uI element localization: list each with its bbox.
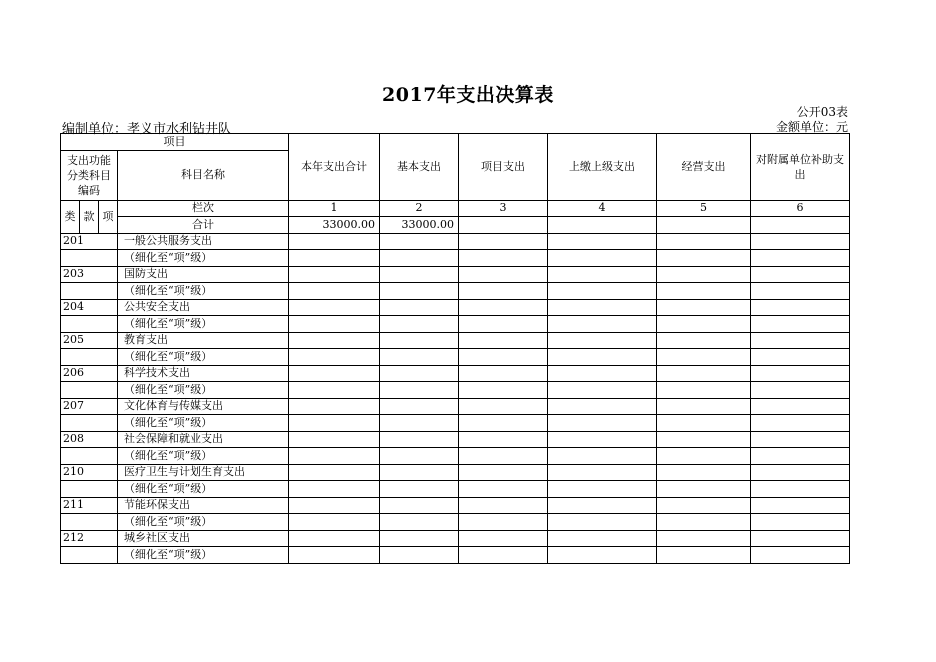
value-cell (459, 514, 548, 531)
table-row (61, 514, 850, 531)
table-row (61, 316, 850, 333)
value-cell (657, 530, 751, 547)
row-code: 203 (61, 266, 118, 283)
value-cell (751, 233, 850, 250)
empty-cell (751, 217, 850, 234)
value-cell (657, 431, 751, 448)
value-cell (751, 382, 850, 399)
header-subsidy: 对附属单位补助支出 (751, 134, 850, 201)
value-cell (548, 497, 657, 514)
row-code: 212 (61, 530, 118, 547)
value-cell (459, 349, 548, 366)
value-cell (548, 233, 657, 250)
value-cell (289, 316, 380, 333)
value-cell (380, 481, 459, 498)
value-cell (289, 481, 380, 498)
value-cell (548, 448, 657, 465)
value-cell (548, 530, 657, 547)
row-subject-name: （细化至“项”级） (118, 382, 289, 399)
value-cell (459, 299, 548, 316)
value-cell (548, 382, 657, 399)
row-subject-name: （细化至“项”级） (118, 481, 289, 498)
value-cell (548, 316, 657, 333)
value-cell (289, 365, 380, 382)
value-cell (459, 431, 548, 448)
total-label: 合计 (118, 217, 289, 234)
table-row (61, 497, 850, 514)
row-code (61, 382, 118, 399)
row-subject-name: （细化至“项”级） (118, 250, 289, 267)
value-cell (380, 547, 459, 564)
value-cell (548, 481, 657, 498)
value-cell (289, 448, 380, 465)
table-row (61, 332, 850, 349)
value-cell (751, 349, 850, 366)
row-subject-name: （细化至“项”级） (118, 415, 289, 432)
value-cell (289, 431, 380, 448)
header-total: 本年支出合计 (289, 134, 380, 201)
header-column-no: 栏次 (118, 200, 289, 217)
page-title: 2017年支出决算表 (382, 84, 554, 106)
value-cell (548, 514, 657, 531)
row-subject-name: 城乡社区支出 (118, 530, 289, 547)
value-cell (380, 316, 459, 333)
value-cell (548, 547, 657, 564)
value-cell (459, 415, 548, 432)
expenditure-table (60, 133, 850, 564)
row-subject-name: （细化至“项”级） (118, 316, 289, 333)
row-subject-name: 节能环保支出 (118, 497, 289, 514)
value-cell (380, 448, 459, 465)
value-cell (459, 448, 548, 465)
value-cell (548, 283, 657, 300)
value-cell (459, 283, 548, 300)
table-row (61, 283, 850, 300)
value-cell (657, 266, 751, 283)
table-body (61, 233, 850, 563)
value-cell (380, 349, 459, 366)
row-code (61, 514, 118, 531)
row-subject-name: 文化体育与传媒支出 (118, 398, 289, 415)
organization-label: 编制单位：孝义市水利钻井队 (62, 122, 232, 137)
value-cell (548, 332, 657, 349)
table-row (61, 431, 850, 448)
value-cell (751, 497, 850, 514)
value-cell (751, 283, 850, 300)
header-kuan: 款 (80, 200, 99, 233)
value-cell (289, 415, 380, 432)
row-subject-name: （细化至“项”级） (118, 514, 289, 531)
value-cell (751, 365, 850, 382)
table-row (61, 349, 850, 366)
row-subject-name: 一般公共服务支出 (118, 233, 289, 250)
header-project: 项目 (61, 134, 289, 151)
col-num-3: 3 (459, 200, 548, 217)
row-subject-name: 公共安全支出 (118, 299, 289, 316)
row-subject-name: （细化至“项”级） (118, 283, 289, 300)
value-cell (380, 514, 459, 531)
value-cell (380, 415, 459, 432)
table-row (61, 365, 850, 382)
header-xiang: 项 (99, 200, 118, 233)
value-cell (380, 530, 459, 547)
value-cell (751, 448, 850, 465)
value-cell (459, 233, 548, 250)
value-cell (657, 398, 751, 415)
header-func-class-code: 支出功能分类科目编码 (61, 150, 118, 200)
row-code (61, 349, 118, 366)
value-cell (459, 481, 548, 498)
header-project-expenditure: 项目支出 (459, 134, 548, 201)
value-cell (380, 497, 459, 514)
value-cell (751, 530, 850, 547)
value-cell (548, 299, 657, 316)
value-cell (657, 448, 751, 465)
header-basic: 基本支出 (380, 134, 459, 201)
value-cell (380, 431, 459, 448)
row-code: 204 (61, 299, 118, 316)
value-cell (459, 316, 548, 333)
header-row-3 (61, 200, 850, 217)
header-lei: 类 (61, 200, 80, 233)
row-code: 205 (61, 332, 118, 349)
empty-cell (459, 217, 548, 234)
total-row (61, 217, 850, 234)
value-cell (459, 530, 548, 547)
value-cell (289, 530, 380, 547)
row-subject-name: （细化至“项”级） (118, 448, 289, 465)
row-subject-name: 国防支出 (118, 266, 289, 283)
table-row (61, 464, 850, 481)
value-cell (657, 481, 751, 498)
value-cell (459, 365, 548, 382)
value-cell (751, 464, 850, 481)
value-cell (289, 547, 380, 564)
value-cell (657, 233, 751, 250)
value-cell (751, 415, 850, 432)
value-cell (459, 547, 548, 564)
value-cell (548, 250, 657, 267)
row-code: 208 (61, 431, 118, 448)
table-row (61, 398, 850, 415)
table-row (61, 382, 850, 399)
row-subject-name: （细化至“项”级） (118, 547, 289, 564)
value-cell (657, 497, 751, 514)
col-num-6: 6 (751, 200, 850, 217)
value-cell (380, 283, 459, 300)
value-cell (459, 382, 548, 399)
value-cell (657, 514, 751, 531)
value-cell (459, 332, 548, 349)
value-cell (657, 299, 751, 316)
value-cell (380, 299, 459, 316)
col-num-5: 5 (657, 200, 751, 217)
value-cell (751, 431, 850, 448)
basic-amount: 33000.00 (380, 217, 459, 234)
row-subject-name: 医疗卫生与计划生育支出 (118, 464, 289, 481)
value-cell (380, 332, 459, 349)
value-cell (548, 415, 657, 432)
header-subject-name: 科目名称 (118, 150, 289, 200)
value-cell (751, 316, 850, 333)
value-cell (380, 365, 459, 382)
value-cell (657, 250, 751, 267)
value-cell (289, 332, 380, 349)
header-upper-payment: 上缴上级支出 (548, 134, 657, 201)
value-cell (657, 332, 751, 349)
value-cell (380, 233, 459, 250)
row-subject-name: （细化至“项”级） (118, 349, 289, 366)
value-cell (548, 431, 657, 448)
table-row (61, 266, 850, 283)
row-code (61, 283, 118, 300)
value-cell (289, 349, 380, 366)
col-num-4: 4 (548, 200, 657, 217)
empty-cell (548, 217, 657, 234)
value-cell (289, 233, 380, 250)
value-cell (548, 365, 657, 382)
row-code (61, 481, 118, 498)
col-num-1: 1 (289, 200, 380, 217)
row-code (61, 547, 118, 564)
table-row (61, 530, 850, 547)
value-cell (751, 547, 850, 564)
value-cell (751, 266, 850, 283)
value-cell (657, 547, 751, 564)
row-code (61, 448, 118, 465)
value-cell (548, 266, 657, 283)
value-cell (751, 398, 850, 415)
value-cell (289, 464, 380, 481)
row-code: 201 (61, 233, 118, 250)
value-cell (289, 514, 380, 531)
row-subject-name: 教育支出 (118, 332, 289, 349)
value-cell (289, 382, 380, 399)
row-code (61, 250, 118, 267)
value-cell (751, 332, 850, 349)
value-cell (289, 398, 380, 415)
value-cell (657, 382, 751, 399)
table-row (61, 233, 850, 250)
col-num-2: 2 (380, 200, 459, 217)
value-cell (548, 349, 657, 366)
value-cell (657, 464, 751, 481)
value-cell (751, 481, 850, 498)
table-row (61, 481, 850, 498)
table-row (61, 448, 850, 465)
value-cell (548, 464, 657, 481)
row-code: 210 (61, 464, 118, 481)
value-cell (459, 398, 548, 415)
value-cell (289, 283, 380, 300)
value-cell (657, 316, 751, 333)
row-subject-name: 社会保障和就业支出 (118, 431, 289, 448)
value-cell (289, 299, 380, 316)
table-row (61, 299, 850, 316)
value-cell (751, 299, 850, 316)
empty-cell (657, 217, 751, 234)
value-cell (657, 349, 751, 366)
value-cell (657, 283, 751, 300)
header-business: 经营支出 (657, 134, 751, 201)
value-cell (751, 250, 850, 267)
table-row (61, 250, 850, 267)
value-cell (657, 365, 751, 382)
amount-unit-label: 金额单位：元 (775, 120, 848, 134)
form-number: 公开03表 (796, 105, 848, 119)
value-cell (289, 266, 380, 283)
value-cell (380, 250, 459, 267)
value-cell (657, 415, 751, 432)
row-code (61, 415, 118, 432)
value-cell (380, 382, 459, 399)
row-subject-name: 科学技术支出 (118, 365, 289, 382)
value-cell (289, 497, 380, 514)
value-cell (548, 398, 657, 415)
value-cell (459, 497, 548, 514)
total-amount: 33000.00 (289, 217, 380, 234)
value-cell (459, 464, 548, 481)
value-cell (751, 514, 850, 531)
value-cell (289, 250, 380, 267)
row-code: 211 (61, 497, 118, 514)
value-cell (380, 398, 459, 415)
header-row-1 (61, 134, 850, 151)
row-code: 206 (61, 365, 118, 382)
row-code (61, 316, 118, 333)
value-cell (380, 266, 459, 283)
value-cell (459, 250, 548, 267)
value-cell (380, 464, 459, 481)
table-row (61, 547, 850, 564)
row-code: 207 (61, 398, 118, 415)
value-cell (459, 266, 548, 283)
table-row (61, 415, 850, 432)
